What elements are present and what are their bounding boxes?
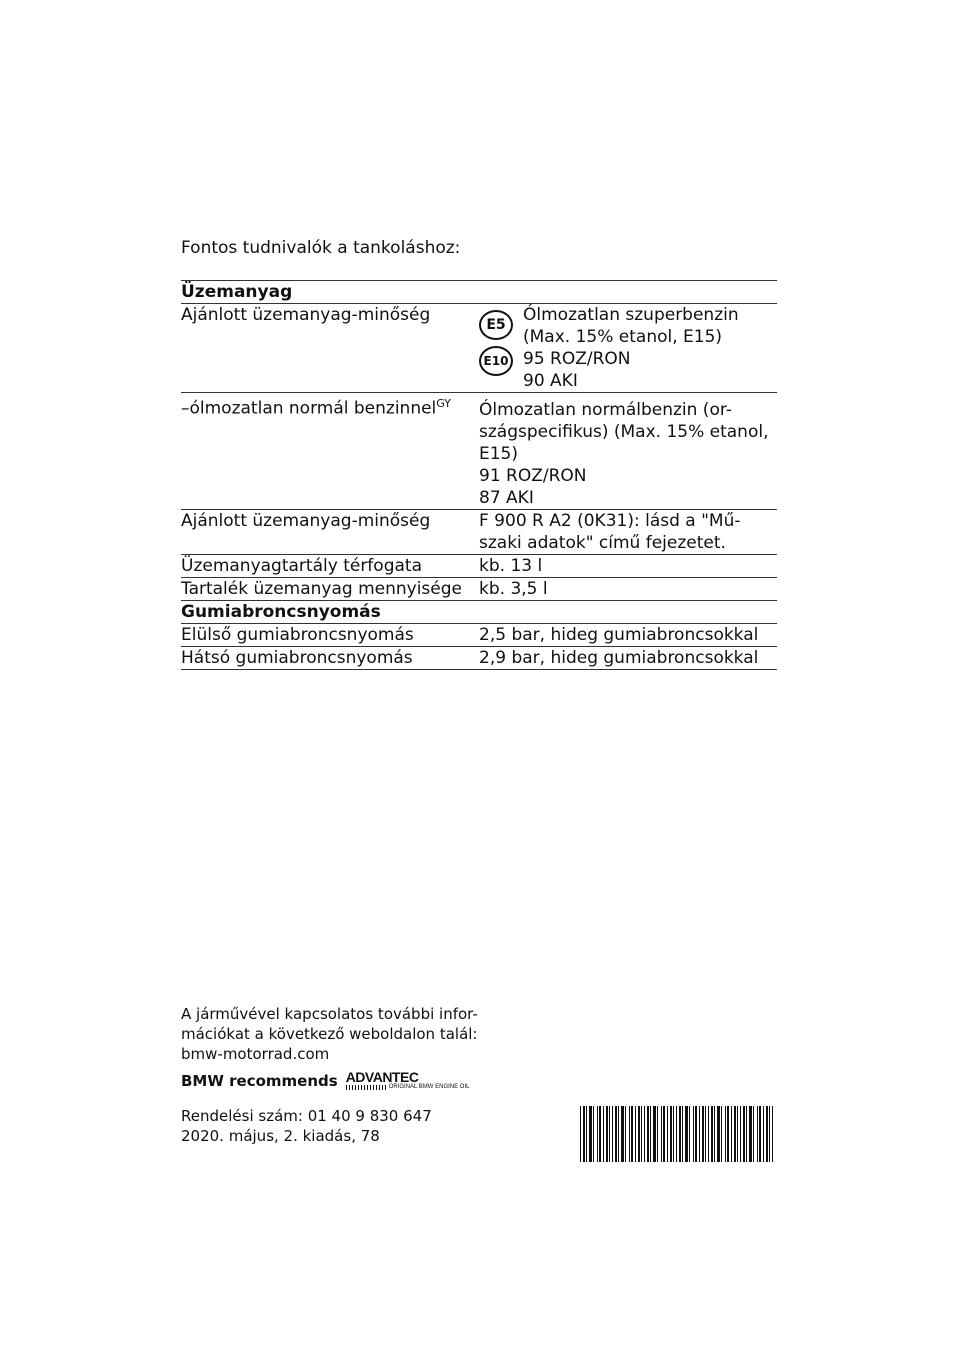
value-line: E15)	[479, 444, 519, 464]
bmw-recommends	[181, 1070, 469, 1090]
info-line: mációkat a következő weboldalon talál:	[181, 1025, 478, 1043]
country-code-sup: GY	[436, 397, 451, 410]
value-line: Ólmozatlan normálbenzin (or-	[479, 400, 732, 420]
recommended-fuel-value	[479, 304, 777, 393]
order-info	[181, 1106, 432, 1146]
tank-capacity-value: kb. 13 l	[479, 555, 777, 578]
value-line: szágspecifikus) (Max. 15% etanol,	[479, 422, 769, 442]
edition-info: 2020. május, 2. kiadás, 78	[181, 1127, 380, 1145]
reserve-label: Tartalék üzemanyag mennyisége	[181, 578, 479, 601]
order-number: Rendelési szám: 01 40 9 830 647	[181, 1107, 432, 1125]
value-line: F 900 R A2 (0K31): lásd a "Mű-	[479, 511, 741, 531]
value-line: (Max. 15% etanol, E15)	[523, 327, 723, 347]
section-title-fuel: Üzemanyag	[181, 281, 777, 304]
table-section-row	[181, 281, 777, 304]
value-line: szaki adatok" című fejezetet.	[479, 533, 726, 553]
table-row	[181, 510, 777, 555]
section-title-tyre: Gumiabroncsnyomás	[181, 601, 777, 624]
tank-capacity-label: Üzemanyagtartály térfogata	[181, 555, 479, 578]
website-link[interactable]: bmw-motorrad.com	[181, 1045, 330, 1063]
e10-badge-icon: E10	[479, 346, 513, 376]
a2-fuel-label: Ajánlott üzemanyag-minőség	[181, 510, 479, 555]
recommended-fuel-label: Ajánlott üzemanyag-minőség	[181, 304, 479, 393]
info-line: A járművével kapcsolatos további infor-	[181, 1005, 478, 1023]
e5-badge-icon: E5	[479, 310, 513, 340]
normal-fuel-value	[479, 393, 777, 510]
rear-pressure-value: 2,9 bar, hideg gumiabroncsokkal	[479, 647, 777, 670]
table-row	[181, 578, 777, 601]
table-section-row	[181, 601, 777, 624]
table-row	[181, 624, 777, 647]
a2-fuel-value	[479, 510, 777, 555]
rear-pressure-label: Hátsó gumiabroncsnyomás	[181, 647, 479, 670]
intro-heading: Fontos tudnivalók a tankoláshoz:	[181, 238, 461, 258]
fuel-spec-table	[181, 280, 777, 670]
table-row	[181, 555, 777, 578]
recommends-text: BMW recommends	[181, 1072, 338, 1090]
advantec-sub: ORIGINAL BMW ENGINE OIL	[388, 1084, 470, 1090]
front-pressure-label: Elülső gumiabroncsnyomás	[181, 624, 479, 647]
value-line: 91 ROZ/RON	[479, 466, 587, 486]
normal-fuel-label: –ólmozatlan normál benzinnel$^{GY}$	[181, 393, 479, 510]
value-line: Ólmozatlan szuperbenzin	[523, 305, 739, 325]
table-row	[181, 304, 777, 393]
front-pressure-value: 2,5 bar, hideg gumiabroncsokkal	[479, 624, 777, 647]
value-line: 95 ROZ/RON	[523, 349, 631, 369]
website-info	[181, 1004, 481, 1064]
reserve-value: kb. 3,5 l	[479, 578, 777, 601]
value-line: 87 AKI	[479, 488, 534, 508]
advantec-brand: ADVANTEC	[345, 1069, 419, 1085]
fuel-badges	[479, 304, 519, 382]
value-line: 90 AKI	[523, 371, 578, 391]
barcode-icon	[578, 1106, 777, 1162]
table-row	[181, 647, 777, 670]
table-row	[181, 393, 777, 510]
advantec-logo	[346, 1070, 470, 1090]
